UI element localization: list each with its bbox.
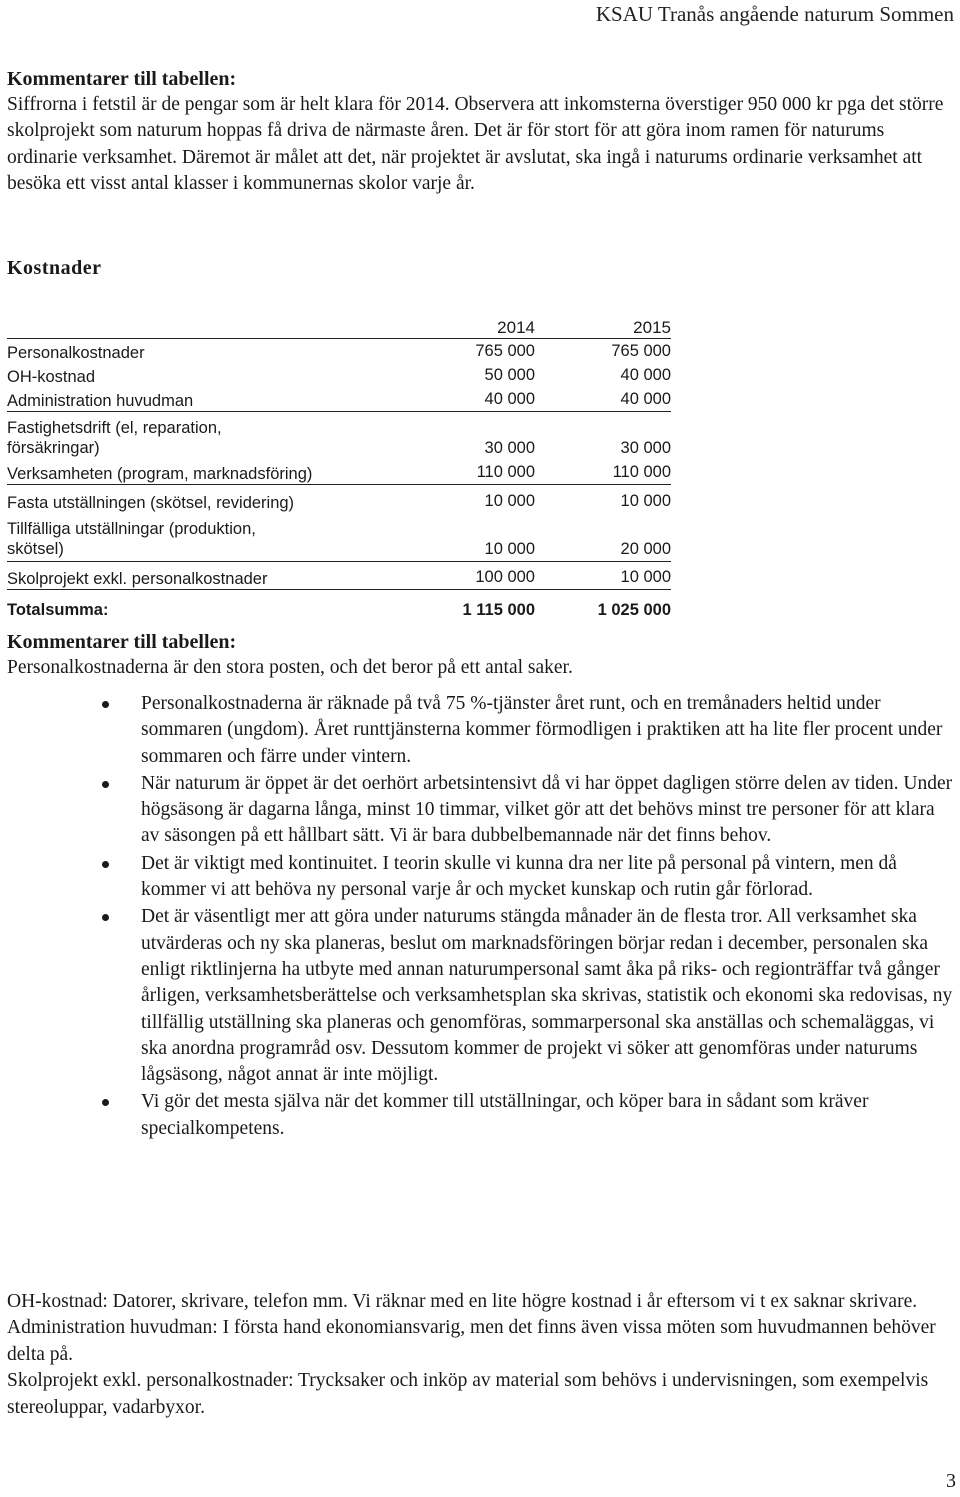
- row-value-2015: 40 000: [620, 390, 671, 408]
- list-item: [0, 904, 954, 1088]
- row-value-2015: 10 000: [620, 568, 671, 586]
- table-row: [7, 513, 671, 562]
- table-row: [7, 339, 671, 363]
- bullet-icon: [102, 701, 109, 708]
- row-value-2015: 30 000: [620, 439, 671, 457]
- table-row: [7, 485, 671, 513]
- intro-section: [7, 66, 954, 198]
- row-label: Administration huvudman: [7, 392, 194, 410]
- row-value-2014: 50 000: [484, 366, 535, 384]
- table-total-row: [7, 590, 671, 620]
- notes-section: [7, 1289, 954, 1421]
- intro-heading: Kommentarer till tabellen:: [7, 68, 237, 90]
- row-label: Tillfälliga utställningar (produktion, skötsel): [7, 520, 256, 558]
- bullet-text: Vi gör det mesta själva när det kommer till utställningar, och köper bara in sådant som kräver specialkompetens.: [141, 1091, 869, 1139]
- page-number: 3: [946, 1470, 956, 1492]
- row-value-2014: 10 000: [484, 492, 535, 510]
- row-label: Fastighetsdrift (el, reparation, försäkringar): [7, 419, 222, 457]
- column-2014-header: 2014: [497, 318, 535, 337]
- bullet-icon: [102, 1099, 109, 1106]
- comments-bullet-list: [0, 691, 954, 1142]
- bullet-icon: [102, 781, 109, 788]
- row-value-2014: 30 000: [484, 439, 535, 457]
- list-item: [0, 851, 954, 904]
- row-label: Skolprojekt exkl. personalkostnader: [7, 570, 268, 588]
- total-value-2014: 1 115 000: [462, 601, 535, 619]
- row-label: Verksamheten (program, marknadsföring): [7, 465, 313, 483]
- table-row: [7, 412, 671, 460]
- intro-paragraph: Siffrorna i fetstil är de pengar som är helt klara för 2014. Observera att inkomsterna överstiger 950 000 kr pga det större skolprojekt som naturum hoppas få driva de närmaste åren. Det är för stort för att göra inom ramen för naturums ordinarie verksamhet. Däremot är målet att det, när projektet är avslutat, ska ingå i naturums ordinarie verksamhet att besöka ett visst antal klasser i kommunernas skolor varje år.: [7, 94, 944, 195]
- page-header-title: KSAU Tranås angående naturum Sommen: [595, 2, 954, 26]
- column-2015-header: 2015: [633, 318, 671, 337]
- note-administration: Administration huvudman: I första hand ekonomiansvarig, men det finns även vissa möten som huvudmannen behöver delta på.: [7, 1317, 936, 1365]
- row-value-2014: 40 000: [484, 390, 535, 408]
- row-value-2015: 20 000: [620, 540, 671, 558]
- row-value-2015: 765 000: [611, 342, 671, 360]
- bullet-icon: [102, 861, 109, 868]
- total-label: Totalsumma:: [7, 601, 109, 619]
- costs-heading: Kostnader: [7, 257, 102, 279]
- list-item: [0, 691, 954, 770]
- cost-table-header: [7, 312, 671, 339]
- row-value-2014: 100 000: [475, 568, 535, 586]
- bullet-text: Det är väsentligt mer att göra under naturums stängda månader än de flesta tror. All verksamhet ska utvärderas och ny ska planeras, beslut om marknadsföringen börjar redan i december, personalen ska enligt riktlinjerna ha utbyte med annan naturumpersonal samt åka på riks- och regionträffar två gånger årligen, verksamhetsberättelse och verksamhetsplan ska skrivas, statistik och ekonomi ska redovisas, ny tillfällig utställning ska planeras och genomföras, sommarpersonal ska anställas och schemaläggas, vi ska anordna programråd osv. Dessutom kommer de projekt vi söker att genomföras under naturums lågsäsong, något annat är inte möjligt.: [141, 906, 953, 1086]
- bullet-text: Det är viktigt med kontinuitet. I teorin skulle vi kunna dra ner lite på personal på vintern, men då kommer vi att behöva ny personal varje år och mycket kunskap och rutin går förlorad.: [141, 852, 897, 901]
- row-value-2015: 110 000: [612, 463, 671, 481]
- bullet-icon: [102, 914, 109, 921]
- comments-section: [7, 629, 954, 681]
- bullet-text: När naturum är öppet är det oerhört arbetsintensivt då vi har öppet dagligen större delen av tiden. Under högsäsong är dagarna långa, minst 10 timmar, vilket gör att det behövs minst tre personer för att klara av säsongen på ett hållbart sätt. Vi är bara dubbelbemannade när det finns behov.: [141, 772, 953, 847]
- bullet-text: Personalkostnaderna är räknade på två 75 %-tjänster året runt, och en tremånaders heltid under sommaren (ungdom). Året runttjänsterna kommer förmodligen i praktiken att ha lite fler procent under sommaren och färre under vintern.: [141, 693, 943, 767]
- row-value-2015: 10 000: [620, 492, 671, 510]
- note-skolprojekt: Skolprojekt exkl. personalkostnader: Trycksaker och inköp av material som behövs i undervisningen, som exempelvis stereoluppar, vadarbyxor.: [7, 1370, 929, 1418]
- row-label: Fasta utställningen (skötsel, revidering): [7, 494, 295, 512]
- row-value-2015: 40 000: [620, 366, 671, 384]
- table-row: [7, 460, 671, 485]
- list-item: [0, 1089, 954, 1142]
- row-value-2014: 110 000: [476, 463, 535, 481]
- table-row: [7, 363, 671, 387]
- note-oh-kostnad: OH-kostnad: Datorer, skrivare, telefon mm. Vi räknar med en lite högre kostnad i år eftersom vi t ex saknar skrivare.: [7, 1291, 918, 1312]
- table-row: [7, 562, 671, 590]
- table-row: [7, 387, 671, 412]
- comments-heading: Kommentarer till tabellen:: [7, 631, 237, 653]
- row-label: Personalkostnader: [7, 344, 145, 362]
- row-value-2014: 765 000: [475, 342, 535, 360]
- total-value-2015: 1 025 000: [597, 601, 671, 619]
- row-value-2014: 10 000: [484, 540, 535, 558]
- list-item: [0, 771, 954, 850]
- comments-lead: Personalkostnaderna är den stora posten, och det beror på ett antal saker.: [7, 657, 573, 678]
- cost-table: [7, 312, 671, 620]
- row-label: OH-kostnad: [7, 368, 96, 386]
